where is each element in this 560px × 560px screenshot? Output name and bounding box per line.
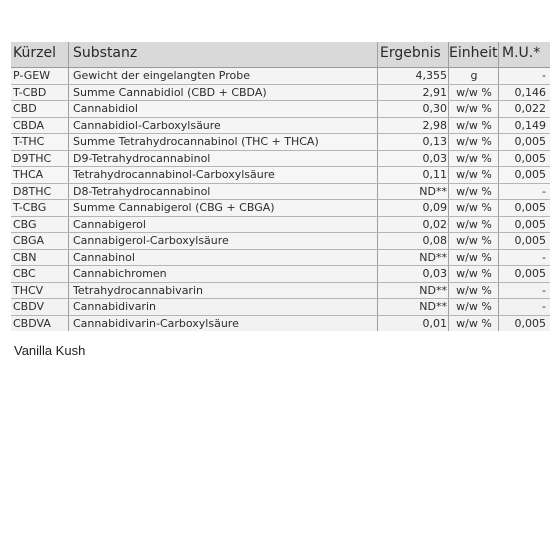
cell-mu: 0,005	[514, 151, 546, 165]
table-row	[11, 316, 550, 332]
cell-result: 4,355	[415, 69, 447, 82]
cell-substance: Cannabigerol-Carboxylsäure	[73, 234, 229, 247]
table-body	[11, 68, 550, 331]
cell-code: CBDV	[13, 300, 45, 313]
cell-unit: w/w %	[456, 151, 492, 165]
table-row	[11, 151, 550, 168]
table-row	[11, 200, 550, 217]
header-unit: Einheit	[449, 45, 498, 61]
cell-unit: w/w %	[456, 267, 492, 280]
cell-code: T-CBG	[13, 201, 47, 214]
table-row	[11, 217, 550, 234]
cell-result: 0,03	[422, 267, 447, 280]
cell-unit: w/w %	[456, 234, 492, 247]
cell-unit: w/w %	[456, 217, 492, 231]
cell-mu: 0,005	[514, 135, 546, 148]
cell-code: T-CBD	[13, 85, 47, 99]
cell-unit: w/w %	[456, 250, 492, 264]
cell-result: 0,02	[422, 217, 447, 231]
cell-result: 0,11	[422, 168, 447, 181]
header-substance: Substanz	[73, 45, 138, 61]
cell-code: CBG	[13, 217, 37, 231]
cell-code: CBDVA	[13, 316, 51, 330]
table-row	[11, 134, 550, 151]
cell-unit: w/w %	[456, 201, 492, 214]
cell-code: P-GEW	[13, 69, 51, 82]
lab-results-table-image	[11, 42, 550, 331]
cell-substance: Summe Cannabigerol (CBG + CBGA)	[73, 201, 275, 214]
table-row	[11, 250, 550, 267]
cell-result: 2,98	[422, 118, 447, 132]
cell-mu: -	[542, 184, 546, 198]
cell-mu: 0,005	[514, 234, 546, 247]
header-mu: M.U.*	[502, 45, 541, 61]
cell-result: 0,03	[422, 151, 447, 165]
table-row	[11, 101, 550, 118]
cell-code: D8THC	[13, 184, 52, 198]
cell-unit: w/w %	[456, 118, 492, 132]
cell-substance: Tetrahydrocannabivarin	[73, 283, 203, 297]
cell-code: CBGA	[13, 234, 45, 247]
cell-substance: Tetrahydrocannabinol-Carboxylsäure	[73, 168, 275, 181]
cell-unit: w/w %	[456, 135, 492, 148]
cell-substance: Cannabidiol	[73, 102, 138, 115]
cell-unit: w/w %	[456, 300, 492, 313]
header-result: Ergebnis	[380, 45, 441, 61]
cell-mu: 0,149	[514, 118, 546, 132]
cell-substance: Summe Tetrahydrocannabinol (THC + THCA)	[73, 135, 319, 148]
cell-mu: -	[542, 283, 546, 297]
cell-result: ND**	[419, 250, 447, 264]
cell-mu: 0,005	[514, 201, 546, 214]
cell-mu: 0,146	[514, 85, 546, 99]
header-code: Kürzel	[13, 45, 56, 61]
cell-unit: g	[470, 69, 478, 82]
cell-code: THCV	[13, 283, 44, 297]
cell-substance: Gewicht der eingelangten Probe	[73, 69, 250, 82]
cell-code: T-THC	[13, 135, 45, 148]
cell-code: THCA	[13, 168, 44, 181]
cell-code: CBC	[13, 267, 36, 280]
cell-result: 0,13	[422, 135, 447, 148]
cell-mu: -	[542, 69, 546, 82]
cell-mu: 0,022	[514, 102, 546, 115]
cell-result: ND**	[419, 300, 447, 313]
cell-mu: 0,005	[514, 267, 546, 280]
cell-result: 2,91	[422, 85, 447, 99]
product-caption: Vanilla Kush	[14, 343, 86, 358]
cell-result: ND**	[419, 184, 447, 198]
table-row	[11, 68, 550, 85]
cell-substance: D8-Tetrahydrocannabinol	[73, 184, 211, 198]
cell-unit: w/w %	[456, 85, 492, 99]
table-row	[11, 299, 550, 316]
table-row	[11, 118, 550, 135]
cell-unit: w/w %	[456, 168, 492, 181]
table-row	[11, 184, 550, 201]
cell-substance: Cannabinol	[73, 250, 135, 264]
cell-unit: w/w %	[456, 283, 492, 297]
cell-mu: 0,005	[514, 217, 546, 231]
cell-substance: Cannabidiol-Carboxylsäure	[73, 118, 221, 132]
cell-substance: Cannabidivarin-Carboxylsäure	[73, 316, 239, 330]
cell-code: CBDA	[13, 118, 45, 132]
cell-mu: 0,005	[514, 168, 546, 181]
cell-mu: -	[542, 250, 546, 264]
cell-code: D9THC	[13, 151, 52, 165]
table-row	[11, 266, 550, 283]
table-row	[11, 85, 550, 102]
cell-substance: Cannabidivarin	[73, 300, 156, 313]
cell-substance: Cannabichromen	[73, 267, 167, 280]
cell-result: 0,08	[422, 234, 447, 247]
cell-result: 0,30	[422, 102, 447, 115]
cell-substance: Summe Cannabidiol (CBD + CBDA)	[73, 85, 267, 99]
cell-unit: w/w %	[456, 316, 492, 330]
cell-unit: w/w %	[456, 102, 492, 115]
cell-substance: Cannabigerol	[73, 217, 146, 231]
table-header	[11, 42, 550, 68]
cell-unit: w/w %	[456, 184, 492, 198]
cell-code: CBN	[13, 250, 37, 264]
cell-result: ND**	[419, 283, 447, 297]
cell-result: 0,01	[422, 316, 447, 330]
table-row	[11, 283, 550, 300]
cell-result: 0,09	[422, 201, 447, 214]
table-row	[11, 233, 550, 250]
cell-code: CBD	[13, 102, 37, 115]
table-row	[11, 167, 550, 184]
cell-mu: 0,005	[514, 316, 546, 330]
cell-substance: D9-Tetrahydrocannabinol	[73, 151, 211, 165]
cell-mu: -	[542, 300, 546, 313]
